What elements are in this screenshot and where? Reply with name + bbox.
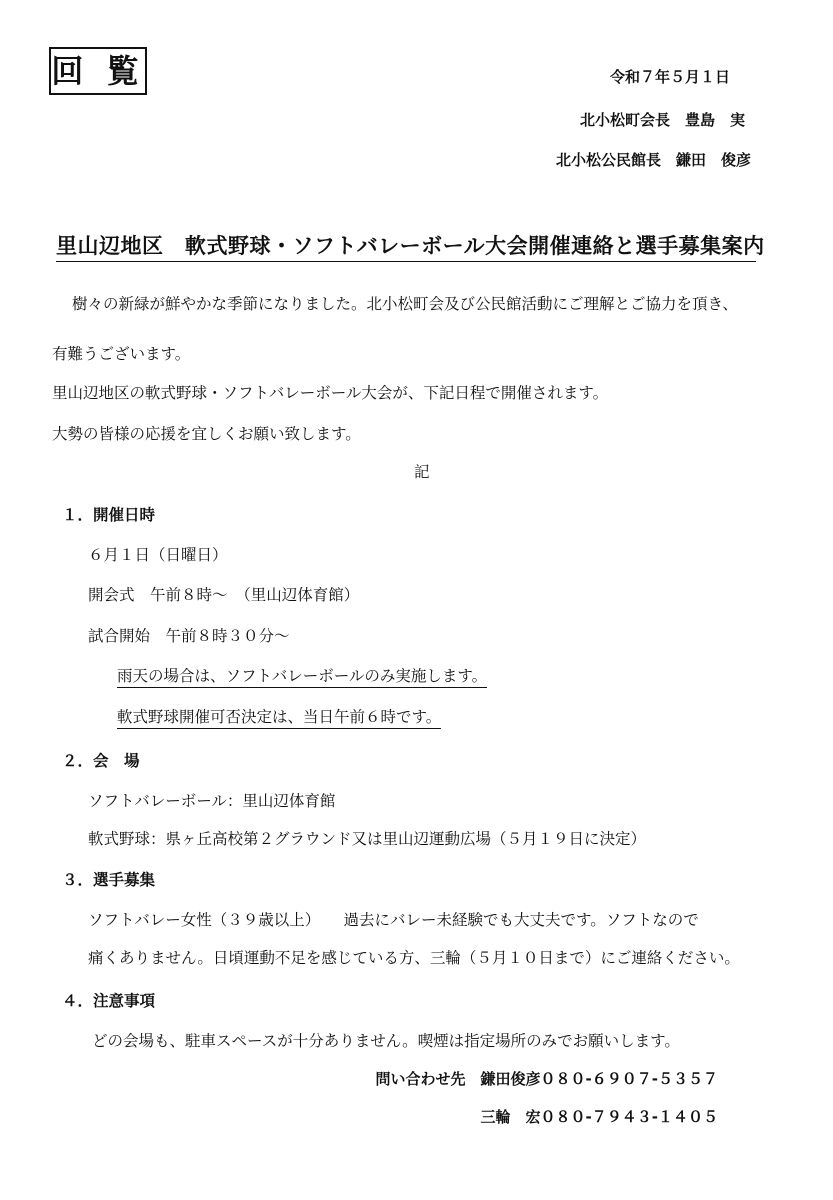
match-start: 試合開始 午前８時３０分～ <box>88 627 290 645</box>
intro-line-2: 有難うございます。 <box>52 345 191 363</box>
section-4-heading: ４．注意事項 <box>62 992 156 1010</box>
venue-volleyball: ソフトバレーボール：里山辺体育館 <box>88 792 336 810</box>
title-underline <box>56 261 756 262</box>
intro-line-4: 大勢の皆様の応援を宜しくお願い致します。 <box>52 425 361 443</box>
ki-marker: 記 <box>414 463 430 481</box>
rain-note: 雨天の場合は、ソフトバレーボールのみ実施します。 <box>117 664 487 688</box>
intro-line-3: 里山辺地区の軟式野球・ソフトバレーボール大会が、下記日程で開催されます。 <box>52 384 609 402</box>
document-title: 里山辺地区 軟式野球・ソフトバレーボール大会開催連絡と選手募集案内 <box>56 234 765 258</box>
baseball-decision-note: 軟式野球開催可否決定は、当日午前６時です。 <box>117 705 441 729</box>
circulation-stamp: 回 覧 <box>49 47 147 95</box>
issue-date: 令和７年５月１日 <box>609 68 730 86</box>
issuer-town-chief: 北小松町会長 豊島 実 <box>579 111 745 129</box>
recruit-line-2: 痛くありません。日頃運動不足を感じている方、三輪（５月１０日まで）にご連絡ください。 <box>88 949 740 967</box>
contact-miwa: 三輪 宏０８０-７９４３-１４０５ <box>480 1108 718 1126</box>
section-3-heading: ３．選手募集 <box>62 871 156 889</box>
event-date: ６月１日（日曜日） <box>88 546 228 564</box>
recruit-line-1: ソフトバレー女性（３９歳以上） 過去にバレー未経験でも大丈夫です。ソフトなので <box>88 911 699 929</box>
opening-ceremony: 開会式 午前８時～ （里山辺体育館） <box>88 586 360 604</box>
caution-line: どの会場も、駐車スペースが十分ありません。喫煙は指定場所のみでお願いします。 <box>92 1032 680 1050</box>
intro-line-1: 樹々の新緑が鮮やかな季節になりました。北小松町会及び公民館活動にご理解とご協力を頂き、 <box>72 295 738 313</box>
issuer-hall-chief: 北小松公民館長 鎌田 俊彦 <box>555 151 751 169</box>
venue-baseball: 軟式野球：県ヶ丘高校第２グラウンド又は里山辺運動広場（５月１９日に決定） <box>88 830 647 848</box>
section-2-heading: ２．会 場 <box>62 752 140 770</box>
contact-kamata: 問い合わせ先 鎌田俊彦０８０-６９０７-５３５７ <box>375 1070 718 1088</box>
section-1-heading: １．開催日時 <box>62 506 156 524</box>
